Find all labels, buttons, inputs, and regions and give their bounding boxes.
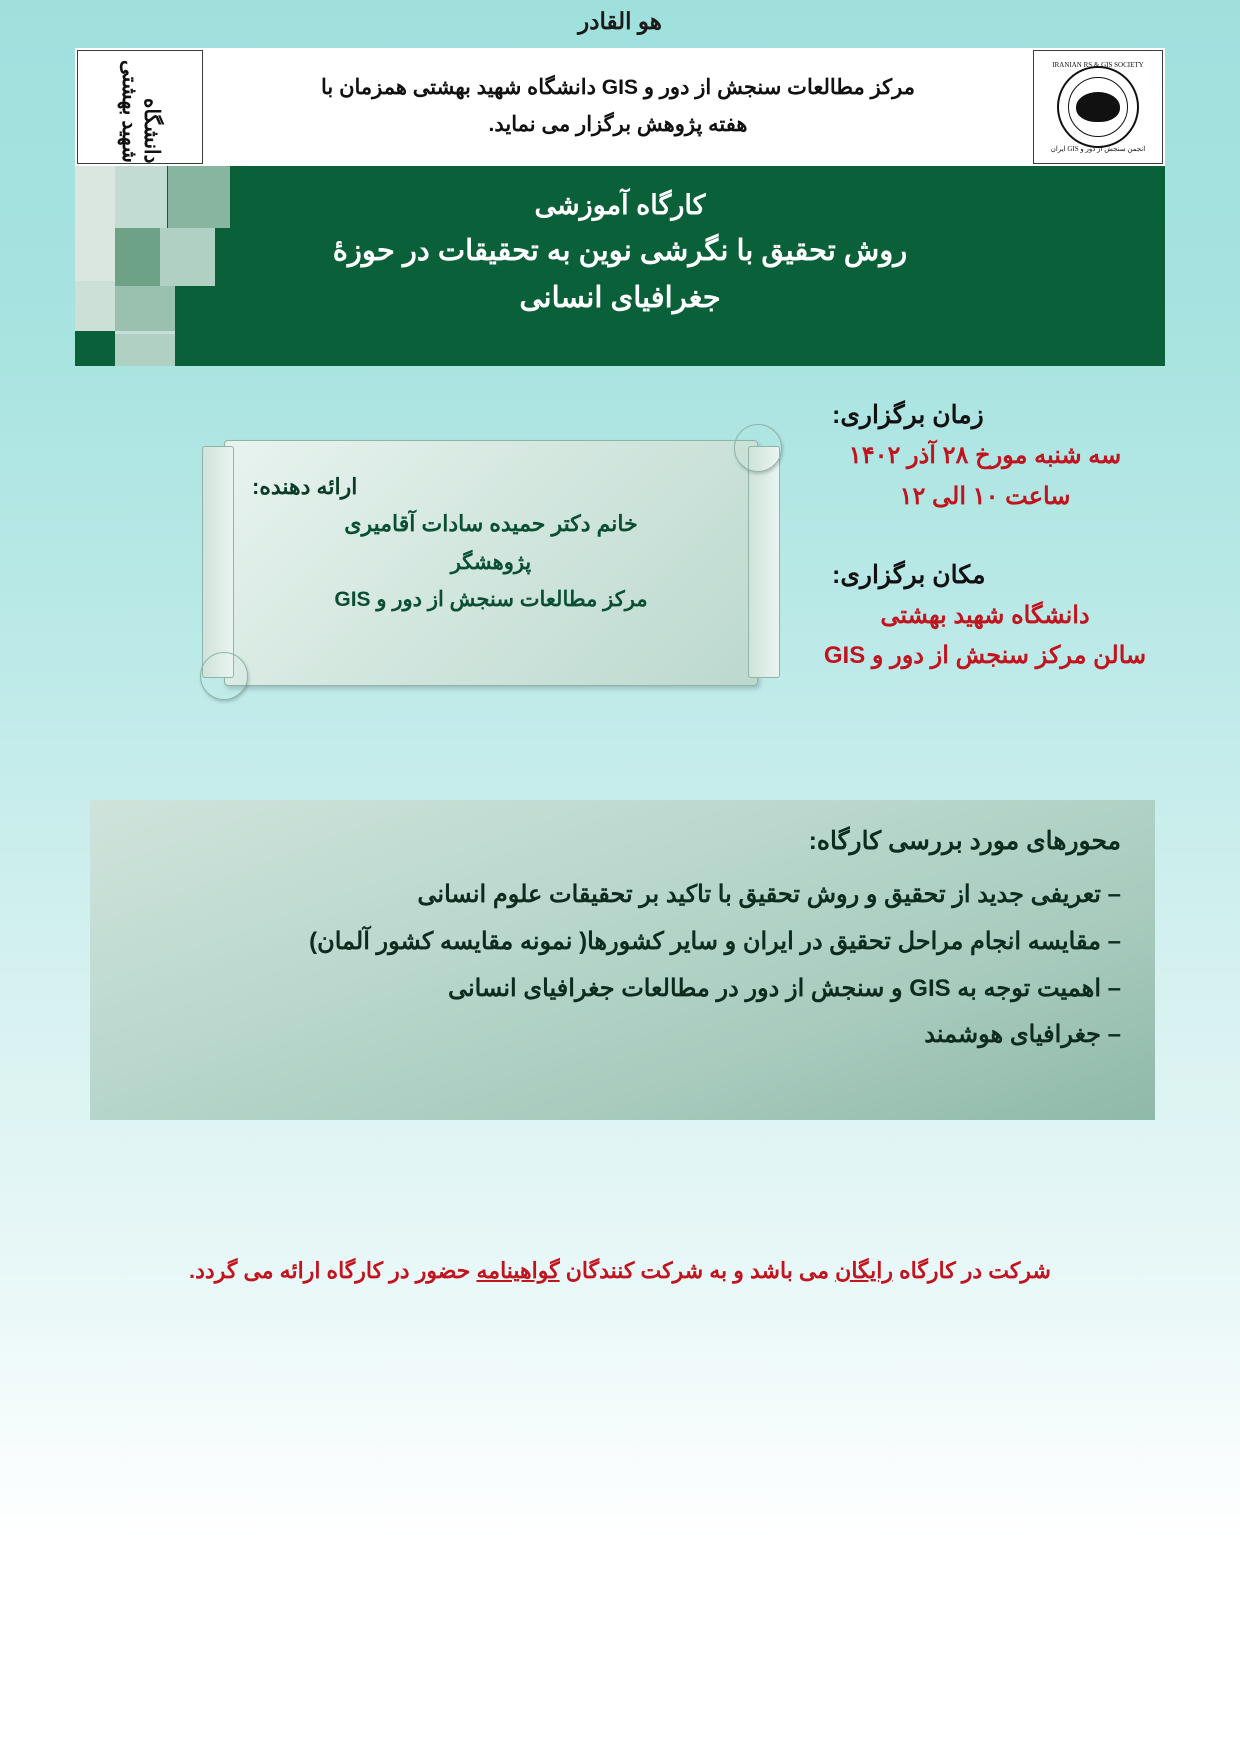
presenter-label: ارائه دهنده: bbox=[252, 474, 358, 499]
title-line-1: کارگاه آموزشی bbox=[534, 190, 706, 220]
footer-free-word: رایگان bbox=[835, 1258, 894, 1283]
header-organizer-text bbox=[205, 48, 1031, 166]
scroll-curl-top-right bbox=[734, 424, 782, 472]
gis-center-logo bbox=[1033, 50, 1163, 164]
presenter-role: پژوهشگر bbox=[450, 550, 532, 574]
presenter-scroll bbox=[202, 428, 780, 696]
gis-logo-graphic bbox=[1046, 57, 1150, 157]
footer-part-1: شرکت در کارگاه bbox=[893, 1258, 1051, 1283]
footer-certificate-word: گواهینامه bbox=[476, 1258, 560, 1283]
header-line-1: مرکز مطالعات سنجش از دور و GIS دانشگاه شهید بهشتی همزمان با bbox=[321, 76, 915, 100]
workshop-title bbox=[75, 166, 1165, 322]
sbu-logo-text: دانشگاه شهید بهشتی bbox=[117, 60, 164, 163]
presenter-name: خانم دکتر حمیده سادات آقامیری bbox=[344, 511, 638, 536]
place-line-2: سالن مرکز سنجش از دور و GIS bbox=[823, 642, 1147, 670]
time-hours: ساعت ۱۰ الی ۱۲ bbox=[899, 482, 1071, 510]
topics-box bbox=[90, 800, 1155, 1120]
title-banner bbox=[75, 166, 1165, 366]
topic-item: – جغرافیای هوشمند bbox=[924, 1021, 1121, 1049]
globe-icon bbox=[1076, 92, 1120, 122]
sbu-logo bbox=[77, 50, 203, 164]
deco-square-8 bbox=[115, 331, 175, 366]
place-line-1: دانشگاه شهید بهشتی bbox=[880, 601, 1090, 629]
bismillah-text: هو القادر bbox=[578, 8, 662, 34]
presenter-organization: مرکز مطالعات سنجش از دور و GIS bbox=[334, 588, 648, 612]
gis-logo-bottom-text: انجمن سنجش از دور و GIS ایران bbox=[1050, 145, 1146, 153]
presenter-info bbox=[242, 474, 740, 619]
header-band bbox=[75, 48, 1165, 166]
time-date: سه شنبه مورخ ۲۸ آذر ۱۴۰۲ bbox=[848, 442, 1122, 469]
footer-part-3: حضور در کارگاه ارائه می گردد. bbox=[189, 1258, 477, 1283]
place-label: مکان برگزاری: bbox=[832, 560, 986, 589]
topic-item: – اهمیت توجه به GIS و سنجش از دور در مطالعات جغرافیای انسانی bbox=[447, 974, 1121, 1002]
topics-heading: محورهای مورد بررسی کارگاه: bbox=[808, 827, 1121, 855]
scroll-right-strip bbox=[748, 446, 780, 678]
scroll-curl-bottom-left bbox=[200, 652, 248, 700]
event-info bbox=[820, 400, 1150, 677]
title-line-3: جغرافیای انسانی bbox=[519, 281, 721, 314]
footer-part-2: می باشد و به شرکت کنندگان bbox=[559, 1258, 836, 1283]
title-line-2: روش تحقیق با نگرشی نوین به تحقیقات در حوزهٔ bbox=[332, 234, 908, 267]
time-label: زمان برگزاری: bbox=[832, 401, 984, 429]
scroll-left-strip bbox=[202, 446, 234, 678]
header-line-2: هفته پژوهش برگزار می نماید. bbox=[488, 113, 748, 136]
gis-logo-top-text: IRANIAN RS & GIS SOCIETY bbox=[1052, 61, 1144, 69]
footer-note bbox=[0, 1258, 1240, 1284]
topic-item: – مقایسه انجام مراحل تحقیق در ایران و سایر کشورها( نمونه مقایسه کشور آلمان) bbox=[309, 927, 1121, 955]
topic-item: – تعریفی جدید از تحقیق و روش تحقیق با تاکید بر تحقیقات علوم انسانی bbox=[417, 881, 1121, 908]
